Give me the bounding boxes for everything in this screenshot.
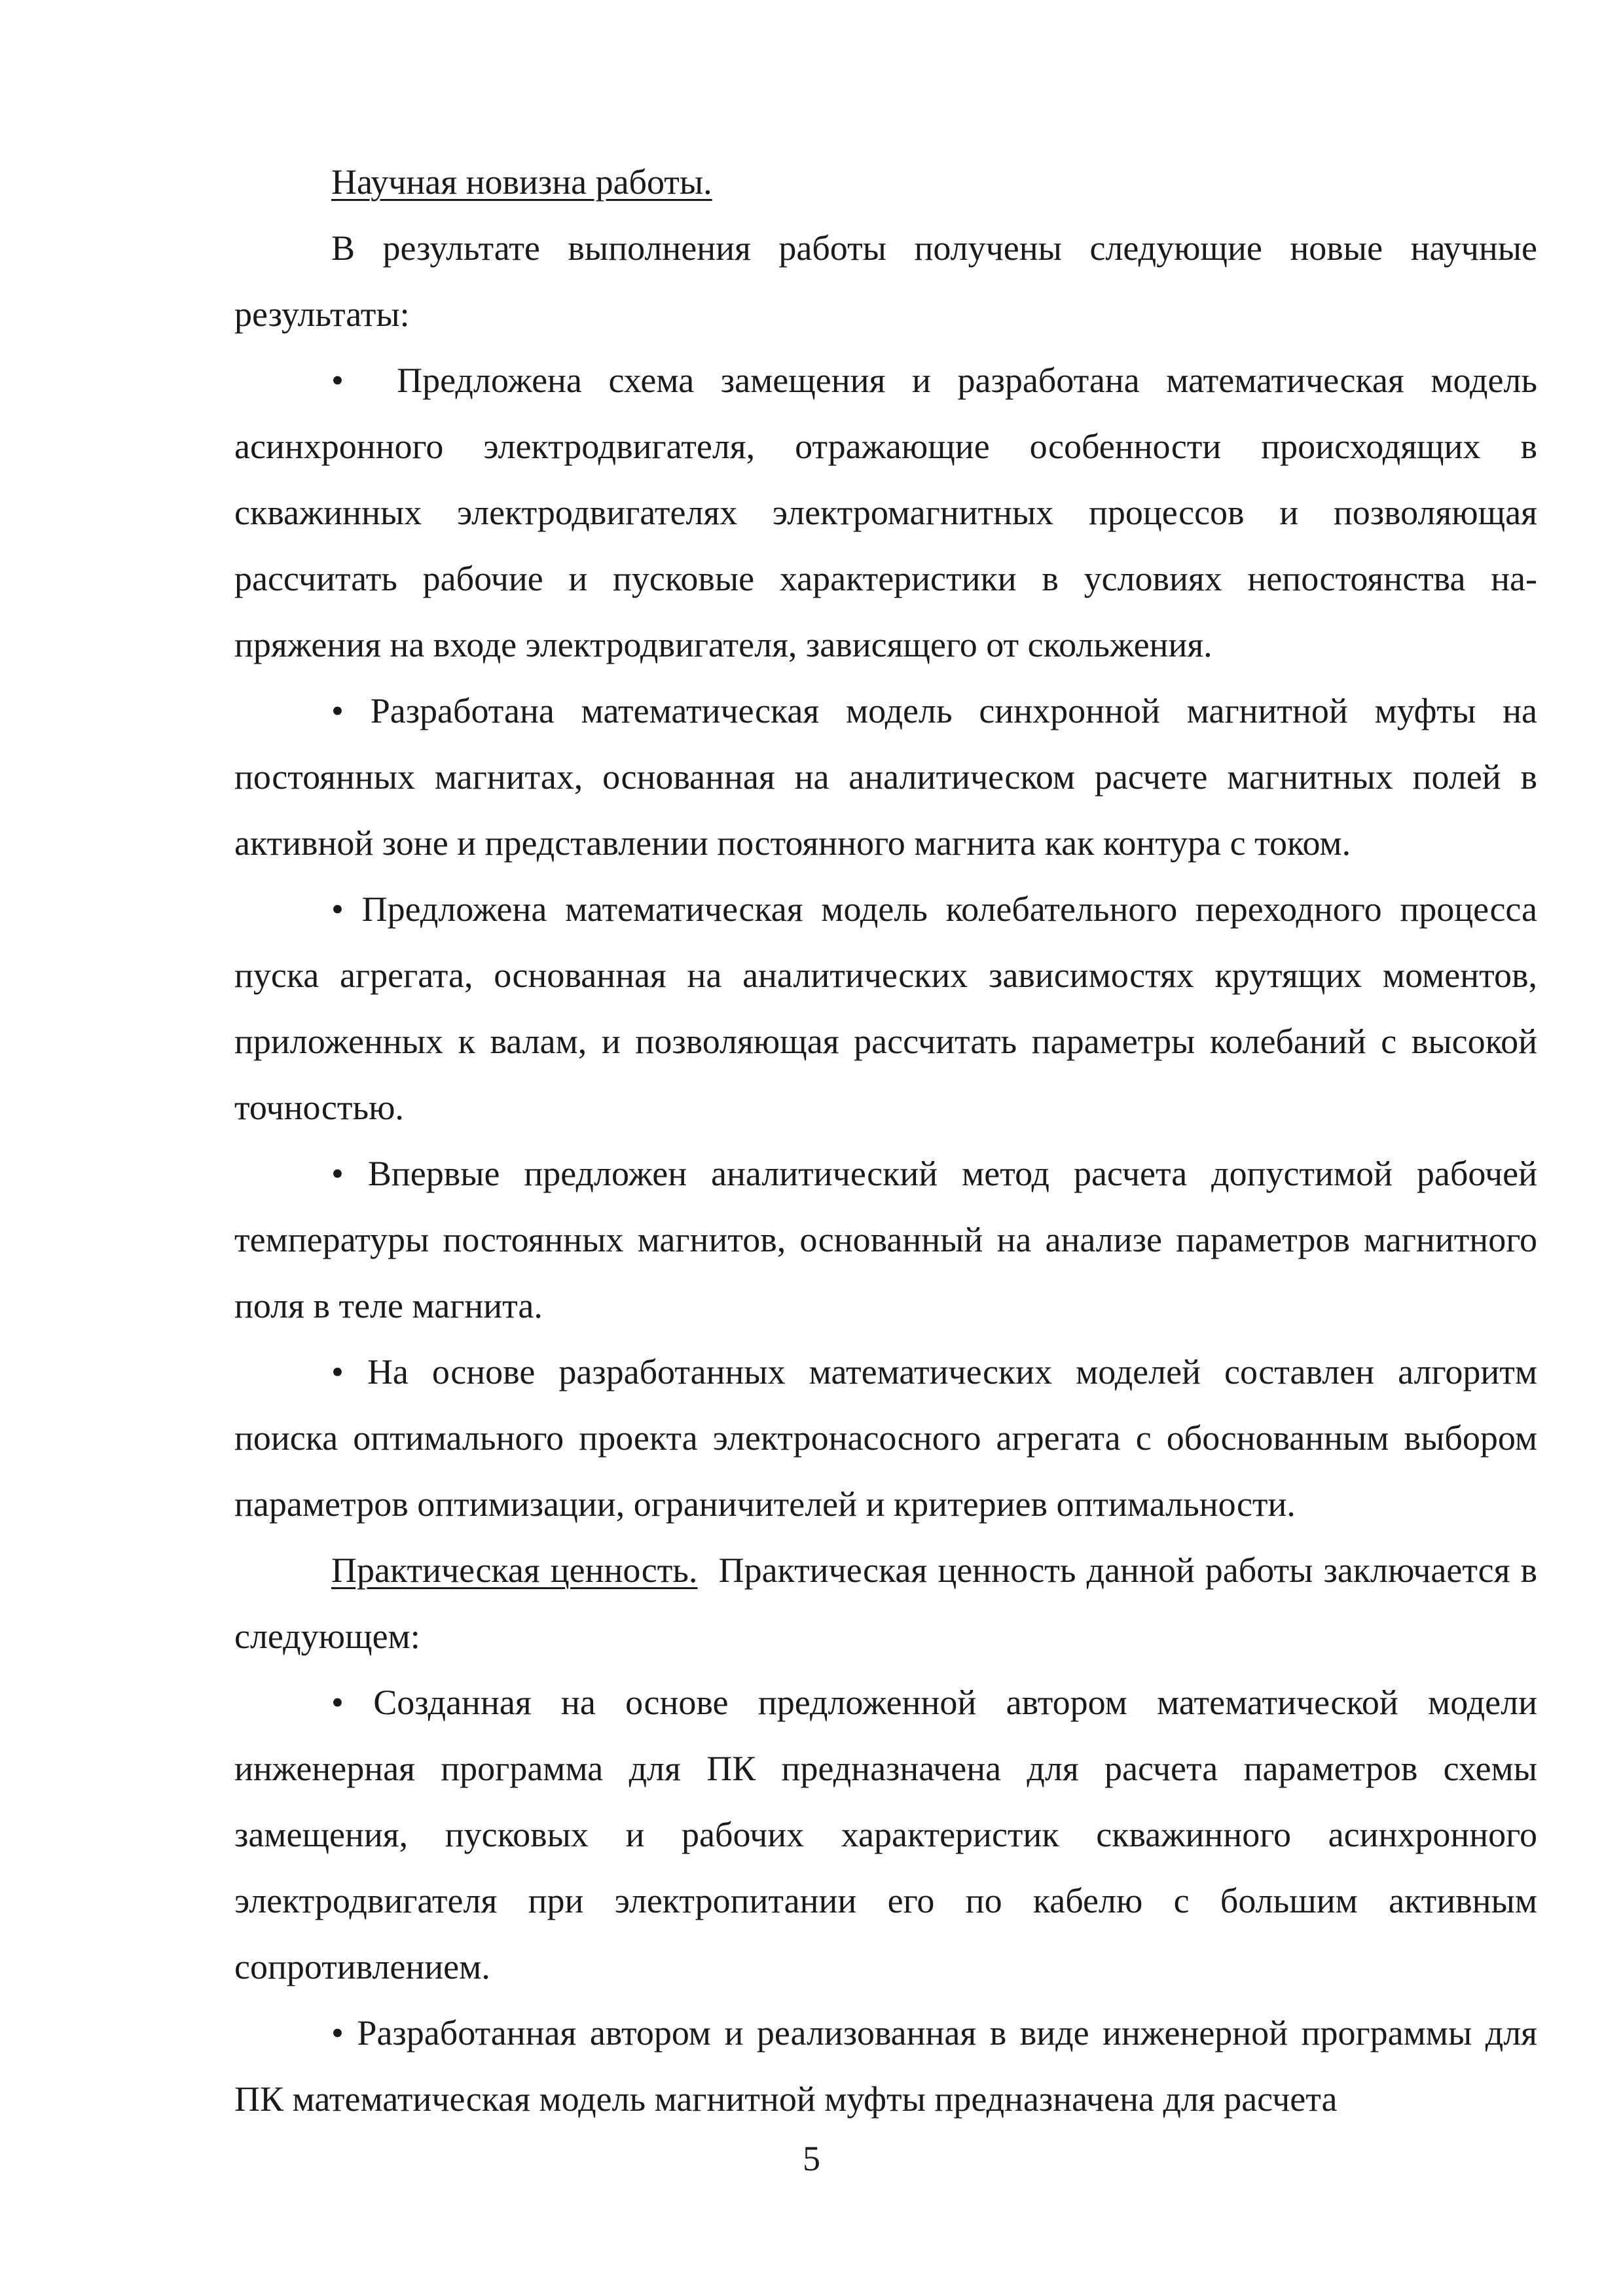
novelty-item-4	[234, 1141, 1537, 1339]
section-heading-novelty	[234, 149, 1537, 215]
practical-intro-text: Практическая ценность данной работы заключается в следующем:	[234, 1551, 1537, 1656]
novelty-item-3-text: Предложена математическая модель колебательного переходного процесса пуска агрегата, основанная на аналитических зависимостях крутящих моментов, приложенных к валам, и позволяющая рассчитать параметры колебаний с высокой точностью.	[234, 889, 1538, 1127]
bullet-icon: •	[331, 1352, 344, 1391]
practical-item-2	[234, 2000, 1537, 2132]
novelty-item-2	[234, 678, 1537, 876]
novelty-item-1-text: Предложена схема замещения и разработана математическая модель асинхронного электродвигателя, отражающие особенности происходящих в скважинных электродвигателях электромагнитных процессов и позволяющая рассчитать рабочие и пусковые характеристики в условиях непостоянства напряжения на входе электродвигателя, зависящего от скольжения.	[234, 361, 1537, 664]
heading-practical-text: Практическая ценность.	[331, 1551, 698, 1590]
bullet-icon: •	[331, 1154, 344, 1193]
novelty-item-1	[234, 348, 1537, 678]
small-bullet-icon: •	[331, 1683, 344, 1722]
novelty-item-2-text: Разработана математическая модель синхронной магнитной муфты на постоянных магнитах, основанная на аналитическом расчете магнитных полей в активной зоне и представлении постоянного магнита как контура с током.	[234, 691, 1537, 863]
bullet-icon: •	[331, 889, 344, 929]
practical-item-1	[234, 1670, 1537, 2000]
page-number: 5	[803, 2139, 820, 2178]
bullet-icon: •	[331, 361, 344, 400]
document-body	[234, 149, 1537, 2132]
novelty-item-5	[234, 1339, 1537, 1537]
heading-novelty-text: Научная новизна работы.	[331, 162, 712, 202]
novelty-item-5-text: На основе разработанных математических моделей составлен алгоритм поиска оптимального проекта электронасосного агрегата с обоснованным выбором параметров оптимизации, ограничителей и критериев оптимальности.	[234, 1352, 1537, 1524]
practical-item-1-text: Созданная на основе предложенной автором математической модели инженерная программа для ПК предназначена для расчета параметров схемы замещения, пусковых и рабочих характеристик скважинного асинхронного электродвигателя при электропитании его по кабелю с большим активным сопротивлением.	[234, 1683, 1537, 1986]
practical-item-2-text: Разработанная автором и реализованная в виде инженерной программы для ПК математическая модель магнитной муфты предназначена для расчета	[234, 2013, 1538, 2119]
intro-paragraph: В результате выполнения работы получены следующие новые научные результаты:	[234, 228, 1537, 334]
novelty-item-4-text: Впервые предложен аналитический метод расчета допустимой рабочей температуры постоянных магнитов, основанный на анализе параметров магнитного поля в теле магнита.	[234, 1154, 1538, 1325]
small-bullet-icon: •	[331, 2013, 344, 2053]
bullet-icon: •	[331, 691, 344, 730]
novelty-item-3	[234, 876, 1537, 1141]
practical-paragraph	[234, 1537, 1537, 1670]
